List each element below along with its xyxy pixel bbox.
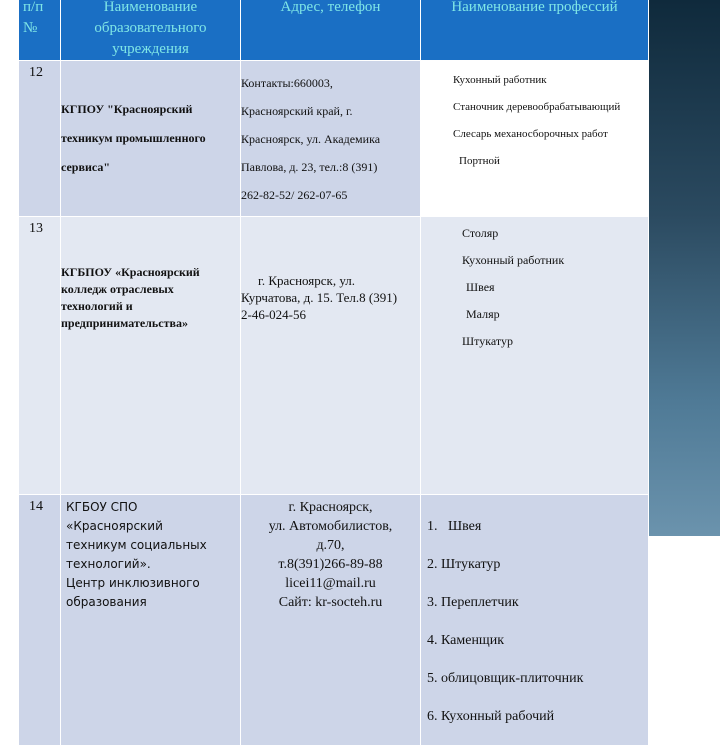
address-cell <box>241 495 421 746</box>
institution-name <box>61 217 241 495</box>
institutions-table <box>18 0 649 746</box>
profession-item: Кухонный работник <box>462 253 565 267</box>
institution-line: техникум социальных <box>66 538 207 552</box>
profession-item: Кухонный работник <box>453 74 547 86</box>
address-cell <box>241 217 421 495</box>
address-line: г. Красноярск, ул. <box>258 273 356 288</box>
header-institution: Наименование образовательного учреждения <box>61 0 241 61</box>
professions-cell <box>421 495 649 746</box>
address-line: Сайт: kr-socteh.ru <box>278 595 383 610</box>
address-line: Красноярский край, г. <box>241 104 353 118</box>
profession-item: 6. Кухонный рабочий <box>427 709 555 724</box>
institution-line: технологий». <box>66 557 151 571</box>
profession-item: 2. Штукатур <box>427 557 501 572</box>
address-line: 2-46-024-56 <box>241 307 306 322</box>
profession-item: Столяр <box>462 226 499 240</box>
header-number: п/п № <box>19 0 61 61</box>
professions-cell <box>421 61 649 217</box>
profession-item: 4. Каменщик <box>427 633 505 648</box>
institution-line: образования <box>66 595 147 609</box>
row-number: 14 <box>19 495 61 746</box>
row-number: 13 <box>19 217 61 495</box>
address-cell <box>241 61 421 217</box>
institution-line: «Красноярский <box>66 519 163 533</box>
table-header <box>19 0 649 61</box>
table-row <box>19 61 649 217</box>
address-line: Красноярск, ул. Академика <box>241 132 381 146</box>
row-number: 12 <box>19 61 61 217</box>
profession-item: 1. Швея <box>427 519 482 534</box>
profession-item: Станочник деревообрабатывающий <box>453 101 621 113</box>
address-line: 262-82-52/ 262-07-65 <box>241 188 348 202</box>
profession-item: 3. Переплетчик <box>427 595 519 610</box>
table-row <box>19 217 649 495</box>
institution-name-text: КГПОУ "Красноярский техникум промышленного сервиса" <box>61 102 206 174</box>
institution-line: Центр инклюзивного <box>66 576 200 590</box>
address-line: г. Красноярск, <box>288 500 373 515</box>
table-row <box>19 495 649 746</box>
professions-cell <box>421 217 649 495</box>
slide-background <box>646 0 720 536</box>
profession-item: 5. облицовщик-плиточник <box>427 671 584 686</box>
address-line: д.70, <box>316 538 345 553</box>
header-professions: Наименование профессий <box>421 0 649 61</box>
address-line: Курчатова, д. 15. Тел.8 (391) <box>241 290 398 305</box>
header-address: Адрес, телефон <box>241 0 421 61</box>
institution-name <box>61 495 241 746</box>
address-line: ул. Автомобилистов, <box>268 519 393 534</box>
profession-item: Слесарь механосборочных работ <box>453 128 608 140</box>
address-line: Павлова, д. 23, тел.:8 (391) <box>241 160 378 174</box>
address-line: Контакты:660003, <box>241 76 333 90</box>
profession-item: Портной <box>459 155 500 167</box>
address-line: т.8(391)266-89-88 <box>278 557 383 572</box>
institution-name-text: КГБПОУ «Красноярский колледж отраслевых технологий и предпринимательства» <box>61 265 200 330</box>
address-line: licei11@mail.ru <box>285 576 376 591</box>
institution-name <box>61 61 241 217</box>
institution-line: КГБОУ СПО <box>66 500 138 514</box>
profession-item: Швея <box>466 280 495 294</box>
profession-item: Штукатур <box>462 334 513 348</box>
profession-item: Маляр <box>466 307 500 321</box>
